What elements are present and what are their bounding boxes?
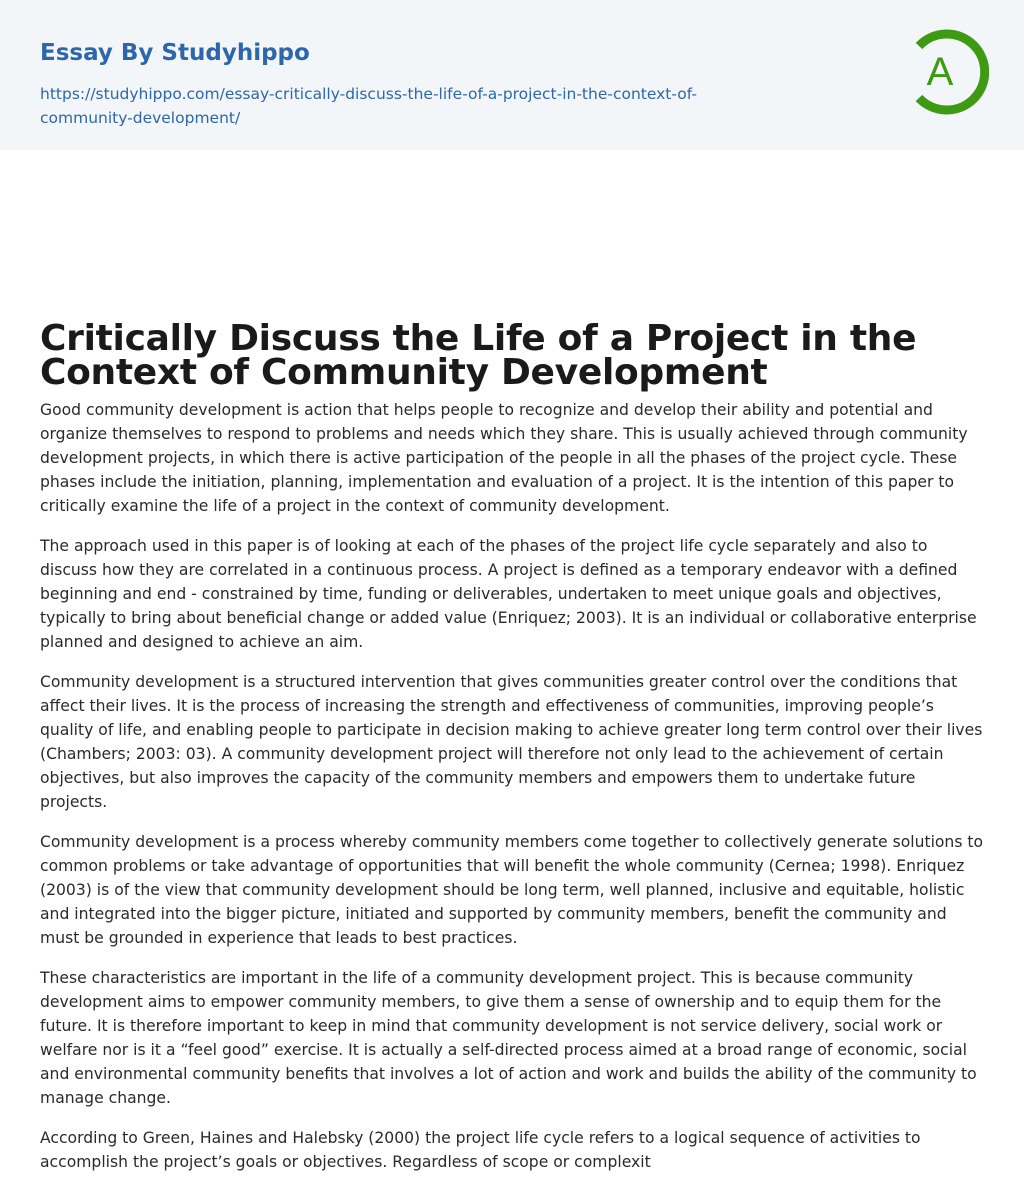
paragraph: These characteristics are important in the life of a community development project. This is because community development aims to empower community members, to give them a sense of ownership and to equip them for the future. It is therefore important to keep in mind that community development is not service delivery, social work or welfare nor is it a “feel good” exercise. It is actually a self-directed process aimed at a broad range of economic, social and environmental community benefits that involves a lot of action and work and builds the ability of the community to manage change. [40,969,977,1107]
essay-url-link[interactable]: https://studyhippo.com/essay-critically-discuss-the-life-of-a-project-in-the-context-of-community-development/ [40,85,697,127]
paragraph: Community development is a process whereby community members come together to collectively generate solutions to common problems or take advantage of opportunities that will benefit the whole community (Cernea; 1998). Enriquez (2003) is of the view that community development should be long term, well planned, inclusive and equitable, holistic and integrated into the bigger picture, initiated and supported by community members, benefit the community and must be grounded in experience that leads to best practices. [40,833,984,947]
essay-title: Critically Discuss the Life of a Project in the Context of Community Development [40,318,917,393]
paragraph: Good community development is action that helps people to recognize and develop their ability and potential and organize themselves to respond to problems and needs which they share. This is usually achieved through community development projects, in which there is active participation of the people in all the phases of the project cycle. These phases include the initiation, planning, implementation and evaluation of a project. It is the intention of this paper to critically examine the life of a project in the context of community development. [40,401,968,515]
paragraph: Community development is a structured intervention that gives communities greater control over the conditions that affect their lives. It is the process of increasing the strength and effectiveness of communities, improving people’s quality of life, and enabling people to participate in decision making to achieve greater long term control over their lives (Chambers; 2003: 03). A community development project will therefore not only lead to the achievement of certain objectives, but also improves the capacity of the community members and empowers them to undertake future projects. [40,673,983,811]
studyhippo-logo-icon [905,28,989,116]
brand-title: Essay By Studyhippo [40,40,310,66]
paragraph: According to Green, Haines and Halebsky (2000) the project life cycle refers to a logical sequence of activities to accomplish the project’s goals or objectives. Regardless of scope or complexit [40,1129,921,1171]
svg-text:A: A [926,50,954,94]
site-header [0,0,1024,150]
paragraph: The approach used in this paper is of looking at each of the phases of the project life cycle separately and also to discuss how they are correlated in a continuous process. A project is defined as a temporary endeavor with a defined beginning and end - constrained by time, funding or deliverables, undertaken to meet unique goals and objectives, typically to bring about beneficial change or added value (Enriquez; 2003). It is an individual or collaborative enterprise planned and designed to achieve an aim. [40,537,977,651]
essay-body [0,390,1024,1174]
